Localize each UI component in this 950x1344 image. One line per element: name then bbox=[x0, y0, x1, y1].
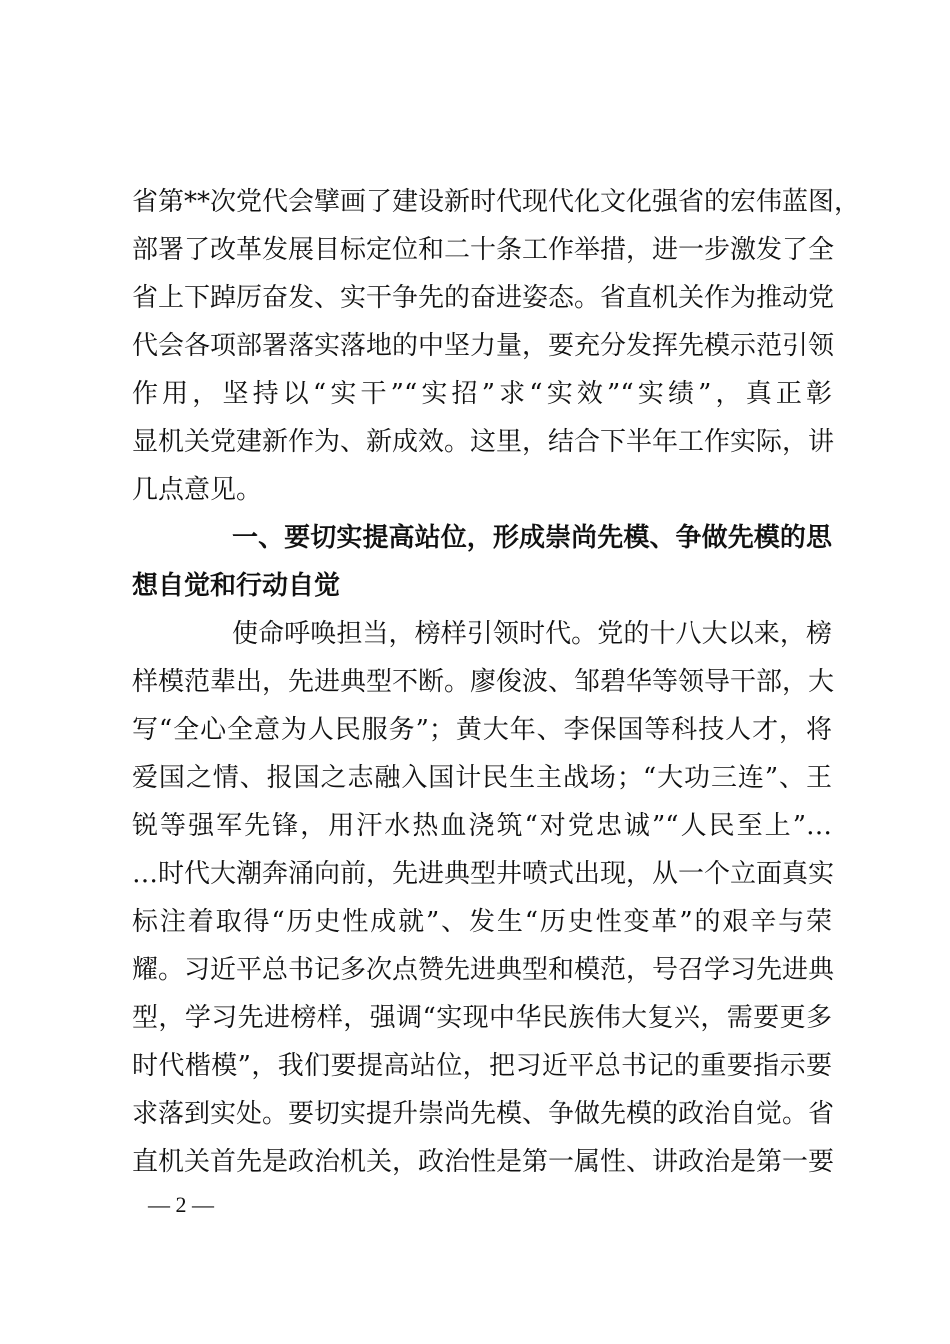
text-line: 省上下踔厉奋发、实干争先的奋进姿态。省直机关作为推动党 bbox=[132, 283, 835, 313]
text-line: 部署了改革发展目标定位和二十条工作举措，进一步激发了全 bbox=[132, 235, 835, 265]
body-text bbox=[132, 178, 861, 1186]
page-number: — 2 — bbox=[148, 1192, 214, 1217]
text-line: 爱国之情、报国之志融入国计民生主战场；“大功三连”、王 bbox=[132, 763, 832, 793]
text-line: …时代大潮奔涌向前，先进典型井喷式出现，从一个立面真实 bbox=[132, 859, 835, 889]
text-line: 作用，坚持以“实干”“实招”求“实效”“实绩”，真正彰 bbox=[132, 379, 832, 409]
text-line: 时代楷模”，我们要提高站位，把习近平总书记的重要指示要 bbox=[132, 1051, 832, 1081]
text-line: 省第**次党代会擘画了建设新时代现代化文化强省的宏伟蓝图， bbox=[132, 187, 861, 217]
text-line: 代会各项部署落实落地的中坚力量，要充分发挥先模示范引领 bbox=[132, 331, 835, 361]
text-line: 直机关首先是政治机关，政治性是第一属性、讲政治是第一要 bbox=[132, 1147, 835, 1177]
heading-line: 想自觉和行动自觉 bbox=[132, 571, 341, 601]
intro-paragraph bbox=[132, 178, 861, 514]
heading-line: 一、要切实提高站位，形成崇尚先模、争做先模的思 bbox=[232, 523, 832, 553]
section-heading bbox=[132, 514, 832, 610]
text-line: 锐等强军先锋，用汗水热血浇筑“对党忠诚”“人民至上”… bbox=[132, 811, 832, 841]
text-line: 耀。习近平总书记多次点赞先进典型和模范，号召学习先进典 bbox=[132, 955, 835, 985]
section-paragraph bbox=[132, 610, 835, 1186]
text-line: 使命呼唤担当，榜样引领时代。党的十八大以来，榜 bbox=[232, 619, 832, 649]
text-line: 标注着取得“历史性成就”、发生“历史性变革”的艰辛与荣 bbox=[132, 907, 832, 937]
text-line: 几点意见。 bbox=[132, 475, 263, 505]
text-line: 样模范辈出，先进典型不断。廖俊波、邹碧华等领导干部，大 bbox=[132, 667, 835, 697]
text-line: 求落到实处。要切实提升崇尚先模、争做先模的政治自觉。省 bbox=[132, 1099, 835, 1129]
text-line: 型，学习先进榜样，强调“实现中华民族伟大复兴，需要更多 bbox=[132, 1003, 832, 1033]
text-line: 写“全心全意为人民服务”；黄大年、李保国等科技人才，将 bbox=[132, 715, 832, 745]
text-line: 显机关党建新作为、新成效。这里，结合下半年工作实际，讲 bbox=[132, 427, 835, 457]
